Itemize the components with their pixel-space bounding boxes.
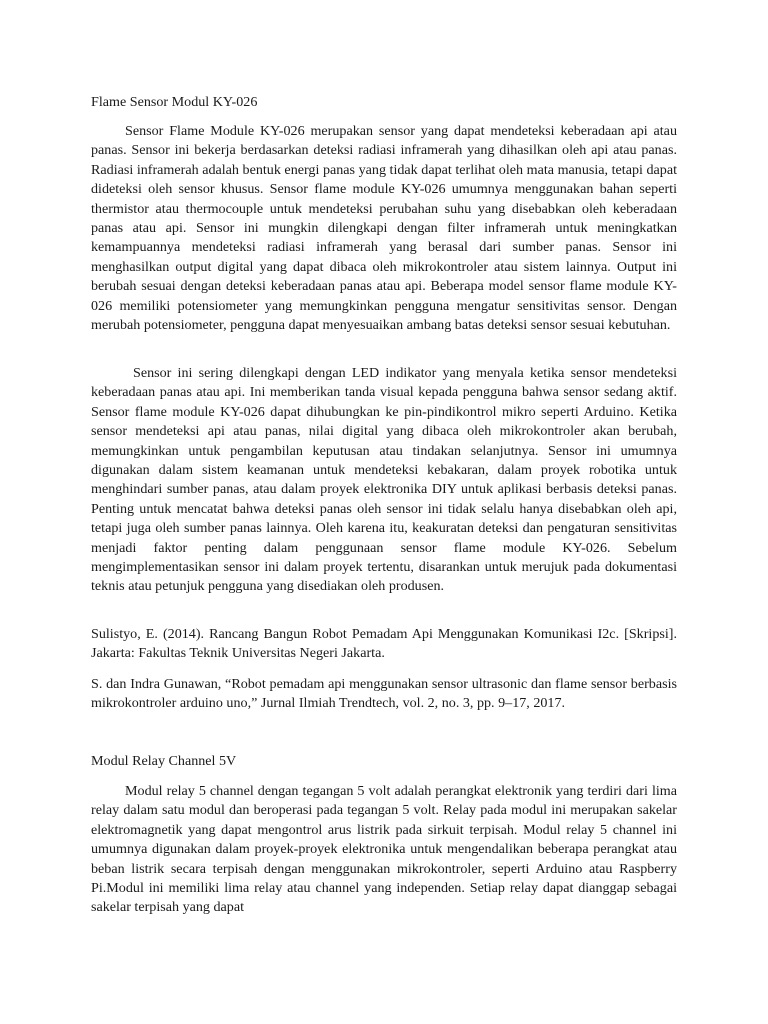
paragraph-flame-sensor-usage: Sensor ini sering dilengkapi dengan LED indikator yang menyala ketika sensor mendeteksi keberadaan panas atau api. Ini memberikan tanda visual kepada pengguna bahwa sensor sedang aktif. Sensor flame module KY-026 dapat dihubungkan ke pin-pindikontrol mikro seperti Arduino. Ketika sensor mendeteksi api atau panas, nilai digital yang dibaca oleh mikrokontroler akan berubah, memungkinkan untuk pengambilan keputusan atau tindakan selanjutnya. Sensor ini umumnya digunakan dalam sistem keamanan untuk mendeteksi kebakaran, dalam proyek robotika untuk menghindari sumber panas, atau dalam proyek elektronika DIY untuk aplikasi berbasis deteksi panas. Penting untuk mencatat bahwa deteksi panas oleh sensor ini tidak selalu hanya disebabkan oleh api, tetapi juga oleh sumber panas lainnya. Oleh karena itu, keakuratan deteksi dan pengaturan sensitivitas menjadi faktor penting dalam penggunaan sensor flame module KY-026. Sebelum mengimplementasikan sensor ini dalam proyek tertentu, disarankan untuk merujuk pada dokumentasi teknis atau petunjuk pengguna yang disediakan oleh produsen. xyxy=(91,365,677,595)
reference-gunawan: S. dan Indra Gunawan, “Robot pemadam api menggunakan sensor ultrasonic dan flame sensor berbasis mikrokontroler arduino uno,” Jurnal Ilmiah Trendtech, vol. 2, no. 3, pp. 9–17, 2017. xyxy=(91,676,677,712)
paragraph-relay-module-intro: Modul relay 5 channel dengan tegangan 5 volt adalah perangkat elektronik yang terdiri dari lima relay dalam satu modul dan beroperasi pada tegangan 5 volt. Relay pada modul ini merupakan sakelar elektromagnetik yang dapat mengontrol arus listrik pada sirkuit terpisah. Modul relay 5 channel ini umumnya digunakan dalam proyek-proyek elektronika untuk mengendalikan beberapa perangkat atau beban listrik secara terpisah dengan menggunakan mikrokontroler, seperti Arduino atau Raspberry Pi.Modul ini memiliki lima relay atau channel yang independen. Setiap relay dapat dianggap sebagai sakelar terpisah yang dapat xyxy=(91,783,677,916)
section-title-flame-sensor: Flame Sensor Modul KY-026 xyxy=(91,94,258,110)
paragraph-flame-sensor-intro: Sensor Flame Module KY-026 merupakan sensor yang dapat mendeteksi keberadaan api atau panas. Sensor ini bekerja berdasarkan deteksi radiasi inframerah yang dihasilkan oleh api atau panas. Radiasi inframerah adalah bentuk energi panas yang tidak dapat terlihat oleh mata manusia, tetapi dapat dideteksi oleh sensor khusus. Sensor flame module KY-026 umumnya menggunakan bahan seperti thermistor atau thermocouple untuk mendeteksi perubahan suhu yang disebabkan oleh keberadaan panas atau api. Sensor ini mungkin dilengkapi dengan filter inframerah untuk meningkatkan kemampuannya mendeteksi radiasi inframerah yang berasal dari sumber panas. Sensor ini menghasilkan output digital yang dapat dibaca oleh mikrokontroler atau sistem lainnya. Output ini berubah sesuai dengan deteksi keberadaan panas atau api. Beberapa model sensor flame module KY-026 memiliki potensiometer yang memungkinkan pengguna mengatur sensitivitas sensor. Dengan merubah potensiometer, pengguna dapat menyesuaikan ambang batas deteksi sensor sesuai kebutuhan. xyxy=(91,123,677,334)
reference-sulistyo: Sulistyo, E. (2014). Rancang Bangun Robot Pemadam Api Menggunakan Komunikasi I2c. [Skripsi]. Jakarta: Fakultas Teknik Universitas Negeri Jakarta. xyxy=(91,626,677,662)
section-title-relay-module: Modul Relay Channel 5V xyxy=(91,753,237,769)
